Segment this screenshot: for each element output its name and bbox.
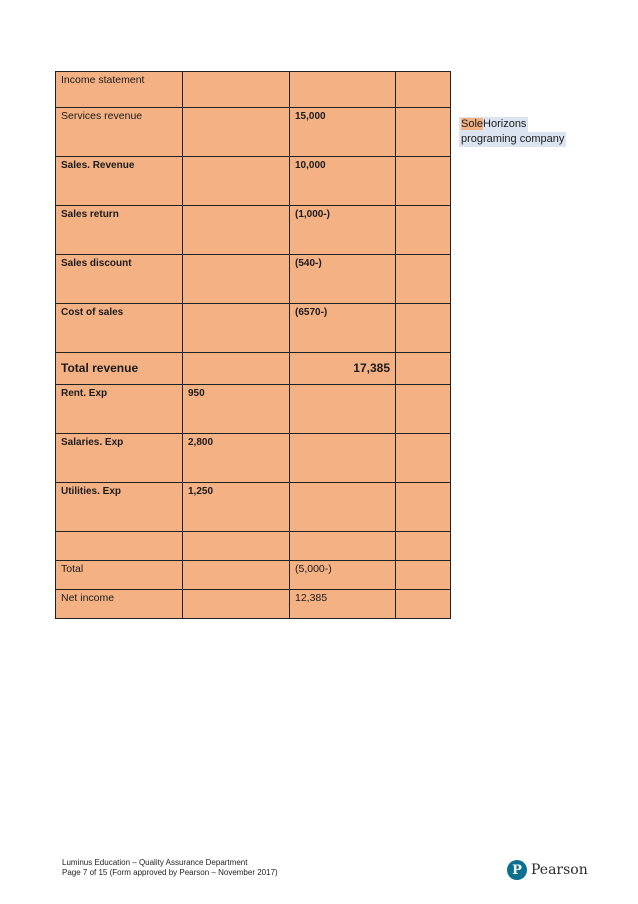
table-cell (396, 532, 451, 561)
table-cell (183, 157, 290, 206)
company-note-line2: programing company (461, 133, 565, 145)
highlighted-word: Sole (461, 118, 484, 130)
amount-cell: (5,000-) (290, 561, 396, 590)
row-label: Net income (56, 590, 183, 619)
table-cell (396, 434, 451, 483)
amount-cell: 2,800 (183, 434, 290, 483)
row-label: Utilities. Exp (56, 483, 183, 532)
table-cell (396, 561, 451, 590)
amount-cell: 950 (183, 385, 290, 434)
table-cell (396, 255, 451, 304)
row-label: Sales return (56, 206, 183, 255)
row-label: Sales. Revenue (56, 157, 183, 206)
pearson-logo (507, 859, 588, 881)
company-note-text: Horizons (483, 118, 527, 130)
page-footer (62, 858, 278, 878)
row-label: Rent. Exp (56, 385, 183, 434)
table-cell (183, 304, 290, 353)
table-cell (290, 483, 396, 532)
table-cell (290, 385, 396, 434)
table-row (56, 255, 451, 304)
amount-cell: 17,385 (290, 353, 396, 385)
table-row (56, 434, 451, 483)
row-label: Sales discount (56, 255, 183, 304)
table-cell (290, 72, 396, 108)
pearson-wordmark: Pearson (531, 862, 588, 878)
footer-page-number: Page 7 of 15 (Form approved by Pearson – November 2017) (62, 868, 278, 877)
pearson-p-icon: P (507, 860, 527, 880)
footer-department: Luminus Education – Quality Assurance Department (62, 858, 248, 867)
table-row (56, 385, 451, 434)
table-cell (396, 108, 451, 157)
table-cell (396, 483, 451, 532)
row-label: Services revenue (56, 108, 183, 157)
table-title: Income statement (56, 72, 183, 108)
table-cell (183, 206, 290, 255)
table-cell (183, 72, 290, 108)
table-row (56, 483, 451, 532)
income-statement-table (55, 71, 451, 619)
table-cell (183, 353, 290, 385)
amount-cell: 12,385 (290, 590, 396, 619)
amount-cell: 1,250 (183, 483, 290, 532)
amount-cell: 15,000 (290, 108, 396, 157)
row-label: Total (56, 561, 183, 590)
table-row (56, 304, 451, 353)
table-cell (396, 304, 451, 353)
row-label: Salaries. Exp (56, 434, 183, 483)
table-cell (183, 255, 290, 304)
amount-cell: (540-) (290, 255, 396, 304)
company-note-line1 (459, 117, 528, 132)
amount-cell: (1,000-) (290, 206, 396, 255)
table-cell (183, 108, 290, 157)
row-label (56, 532, 183, 561)
table-row-net-income (56, 590, 451, 619)
table-cell (183, 561, 290, 590)
table-cell (290, 532, 396, 561)
table-cell (396, 157, 451, 206)
table-cell (396, 590, 451, 619)
amount-cell: 10,000 (290, 157, 396, 206)
table-cell (396, 206, 451, 255)
row-label: Cost of sales (56, 304, 183, 353)
table-row-total (56, 561, 451, 590)
table-row (56, 206, 451, 255)
table-cell (290, 434, 396, 483)
table-row-empty (56, 532, 451, 561)
table-row (56, 157, 451, 206)
table-row-header (56, 72, 451, 108)
table-cell (396, 72, 451, 108)
table-cell (183, 532, 290, 561)
table-cell (183, 590, 290, 619)
amount-cell: (6570-) (290, 304, 396, 353)
table-cell (396, 353, 451, 385)
row-label: Total revenue (56, 353, 183, 385)
table-cell (396, 385, 451, 434)
company-note (459, 117, 566, 147)
table-row (56, 108, 451, 157)
table-row-total-revenue (56, 353, 451, 385)
